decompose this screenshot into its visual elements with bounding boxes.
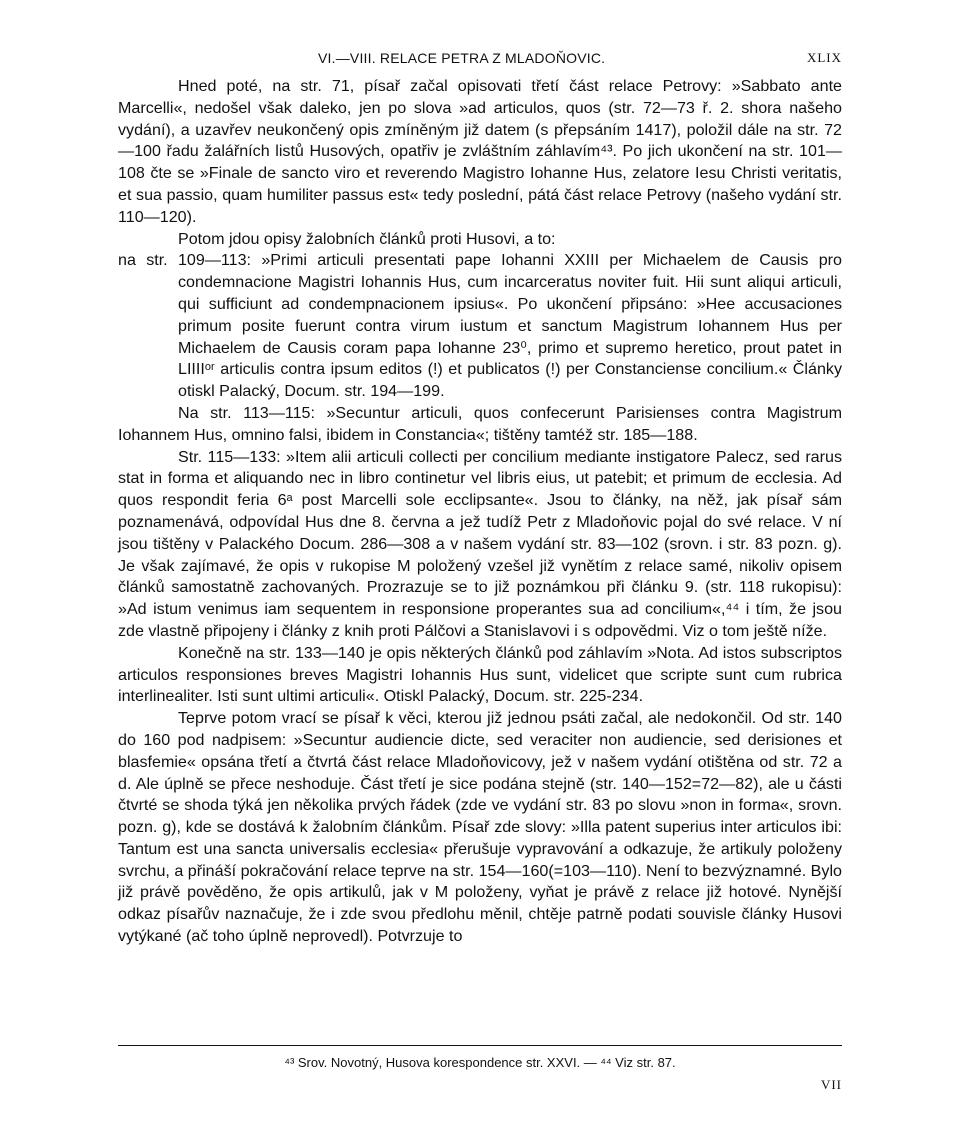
paragraph: Hned poté, na str. 71, písař začal opisovati třetí část relace Petrovy: »Sabbato ante Marcelli«, nedošel však daleko, jen po slova »ad articulos, quos (str. 72—73 ř. 2. shora našeho vydání), a uzavřev neukončený opis zmíněným již datem (s přepsáním 1417), položil dále na str. 72—100 řadu žalářních listů Husových, opatřiv je zvláštním záhlavím⁴³. Po jich ukončení na str. 101—108 čte se »Finale de sancto viro et reverendo Magistro Iohanne Hus, zelatore Iesu Christi veritatis, et sua passio, quam humiliter passus est« tedy poslední, pátá část relace Petrovy (našeho vydání str. 110—120). — [118, 77, 842, 226]
folio: VII — [820, 1077, 842, 1092]
paragraph: Konečně na str. 133—140 je opis některých článků pod záhlavím »Nota. Ad istos subscriptos articulos responsiones breves Magistri Iohannis Hus sunt, videlicet que scripte sunt cum rubrica interlinealiter. Isti sunt ultimi articuli«. Otiskl Palacký, Docum. str. 225-234. — [118, 643, 842, 706]
paragraph: Potom jdou opisy žalobních článků proti Husovi, a to: — [178, 229, 556, 248]
body-text — [118, 76, 842, 948]
paragraph: Teprve potom vrací se písař k věci, kterou již jednou psáti začal, ale nedokončil. Od str. 140 do 160 pod nadpisem: »Secuntur audiencie dicte, sed veraciter non audiencie, sed derisiones et blasfemie« opsána třetí a čtvrtá část relace Mladoňovicovy, jež v našem vydání otištěna od str. 72 a d. Ale úplně se přece neshoduje. Část třetí je sice podána stejně (str. 140—152=72—82), ale u části čtvrté se shoda týká jen několika prvých řádek (zde ve vydání str. 83 po slovu »non in forma«, srovn. pozn. g), kde se dostává k žalobním článkům. Písař zde slovy: »Illa patent superius inter articulos ibi: Tantum est una sancta universalis ecclesia« přerušuje vypravování a odkazuje, že artikuly položeny svrchu, a přináší pokračování relace teprve na str. 154—160(=103—110). Není to bezvýznamné. Bylo již právě pověděno, že opis artikulů, jak v M položeny, vyňat je právě z relace již hotové. Nynější odkaz písařův naznačuje, že i zde svou předlohu měnil, chtěje patrně podati souvisle články Husovi vytýkané (ač toho úplně neprovedl). Potvrzuje to — [118, 709, 842, 946]
header-title: VI.—VIII. RELACE PETRA Z MLADOŇOVIC. — [318, 50, 606, 66]
running-head — [118, 42, 842, 76]
page — [118, 42, 842, 1092]
paragraph: na str. 109—113: »Primi articuli presentati pape Iohanni XXIII per Michaelem de Causis pro condemnacione Magistri Iohannis Hus, cum incarceratus noviter fuit. Hii sunt aliqui articuli, qui sufficiunt ad condempnacionem ipsius«. Po ukončení připsáno: »Hee accusaciones primum posite fuerunt contra virum iustum et sanctum Magistrum Iohannem Hus per Michaelem de Causis coram papa Iohanne 23⁰, primo et supremo heretico, prout patet in LIIIIᵒʳ articulis contra ipsum editos (!) et publicatos (!) per Constanciense concilium.« Články otiskl Palacký, Docum. str. 194—199. — [118, 251, 842, 401]
header-page-number: XLIX — [806, 50, 842, 65]
footnote-rule — [118, 1045, 842, 1046]
paragraph: Str. 115—133: »Item alii articuli collecti per concilium mediante instigatore Palecz, sed rarus stat in forma et aliquando nec in libro continetur vel libris eius, ut patebit; et primum de ecclesia. Ad quos respondit feria 6ᵃ post Marcelli sole ecclipsante«. Jsou to články, na něž, jak písař sám poznamenává, odpovídal Hus dne 8. června a jež tudíž Petr z Mladoňovic pojal do své relace. V ní jsou tištěny v Palackého Docum. 286—308 a v našem vydání str. 83—102 (srovn. i str. 83 pozn. g). Je však zajímavé, že opis v rukopise M položený vzešel již vynětím z relace samé, nikoliv opisem článků samostatně zachovaných. Prozrazuje se to již poznámkou při článku 9. (str. 118 rukopisu): »Ad istum venimus iam sequentem in responsione properantes sua ad concilium«,⁴⁴ i tím, že jsou zde vlastně připojeny i články z knih proti Pálčovi a Stanislavovi i s odpovědmi. Viz o tom ještě níže. — [118, 447, 842, 640]
paragraph: Na str. 113—115: »Secuntur articuli, quos confecerunt Parisienses contra Magistrum Iohannem Hus, omnino falsi, ibidem in Constancia«; tištěny tamtéž str. 185—188. — [118, 403, 842, 444]
footnote: ⁴³ Srov. Novotný, Husova korespondence str. XXVI. — ⁴⁴ Viz str. 87. — [284, 1055, 676, 1070]
